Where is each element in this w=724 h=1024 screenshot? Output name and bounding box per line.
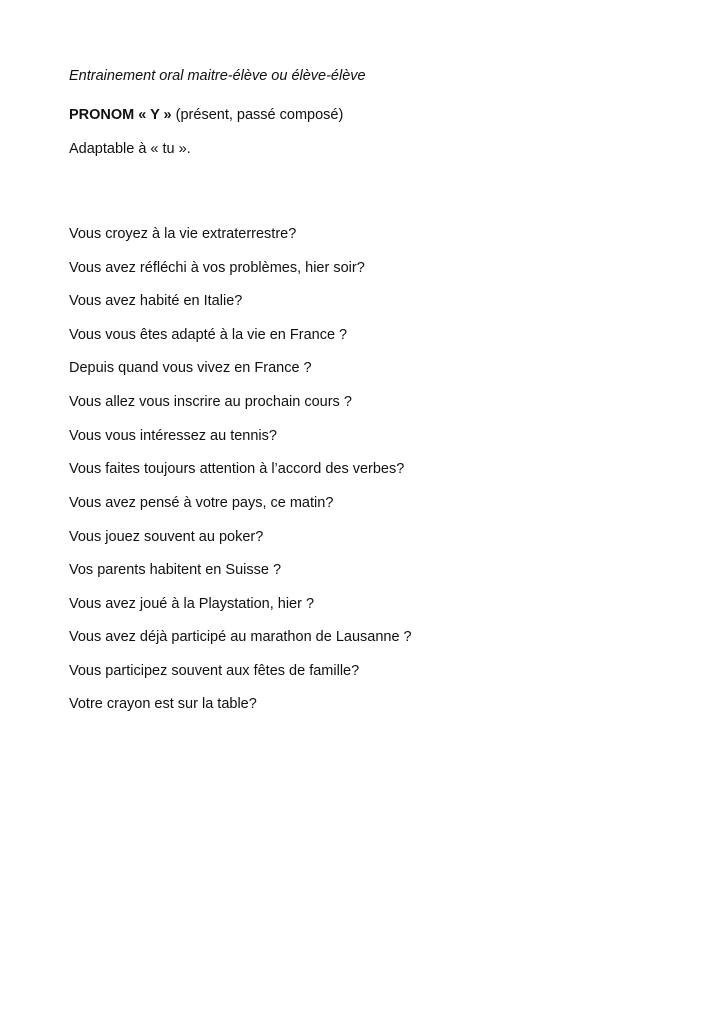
question-item: Vous jouez souvent au poker? xyxy=(69,529,264,545)
question-item: Vos parents habitent en Suisse ? xyxy=(69,562,282,578)
question-item: Vous avez habité en Italie? xyxy=(69,293,243,309)
question-item: Vous participez souvent aux fêtes de famille? xyxy=(69,663,360,679)
exercise-subtitle: Entrainement oral maitre-élève ou élève-élève xyxy=(69,68,366,84)
question-item: Vous avez déjà participé au marathon de Lausanne ? xyxy=(69,629,412,645)
question-item: Vous avez pensé à votre pays, ce matin? xyxy=(69,495,334,511)
question-item: Vous vous êtes adapté à la vie en France ? xyxy=(69,327,348,343)
exercise-title-bold: PRONOM « Y » xyxy=(69,107,172,123)
question-item: Vous allez vous inscrire au prochain cours ? xyxy=(69,394,352,410)
exercise-note: Adaptable à « tu ». xyxy=(69,141,191,157)
question-item: Vous avez joué à la Playstation, hier ? xyxy=(69,596,315,612)
question-item: Vous croyez à la vie extraterrestre? xyxy=(69,226,297,242)
question-item: Vous faites toujours attention à l’accord des verbes? xyxy=(69,461,405,477)
question-item: Vous avez réfléchi à vos problèmes, hier soir? xyxy=(69,260,365,276)
question-item: Vous vous intéressez au tennis? xyxy=(69,428,277,444)
question-item: Depuis quand vous vivez en France ? xyxy=(69,360,312,376)
exercise-title xyxy=(69,105,343,125)
exercise-title-rest: (présent, passé composé) xyxy=(171,107,344,123)
question-item: Votre crayon est sur la table? xyxy=(69,696,257,712)
